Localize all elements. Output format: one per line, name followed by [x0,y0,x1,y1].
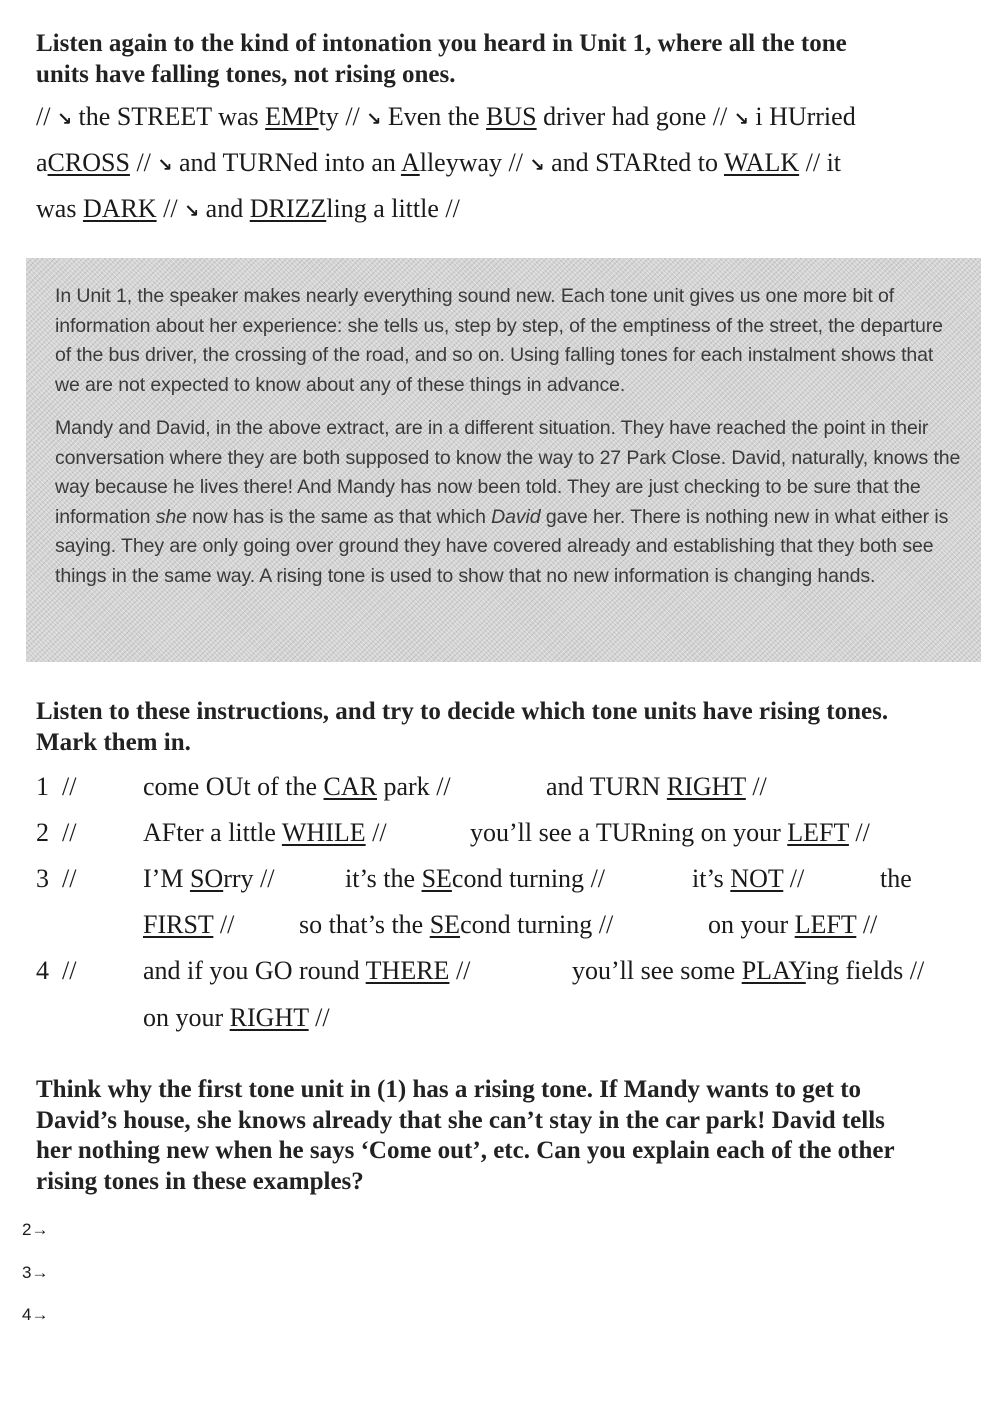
tone-unit: you’ll see a TURning on your LEFT // [470,818,870,847]
tone-unit: and TURN RIGHT // [546,772,767,801]
tone-unit: AFter a little WHILE // [143,818,387,847]
tone-unit: the [880,864,912,893]
tone-unit: FIRST // [143,910,235,939]
stressed-syllable: EMP [265,102,319,131]
question-line-3: her nothing new when he says ‘Come out’, etc. Can you explain each of the other [36,1137,895,1164]
transcript-line-1: // ↘ the STREET was EMPty // ↘ Even the BUS driver had gone // ↘ i HUrried [36,102,856,131]
tone-unit: it’s the SEcond turning // [345,864,606,893]
explanation-paragraph-2: Mandy and David, in the above extract, are in a different situation. They have reached the point in their conversation where they are both supposed to know the way to 27 Park Close. David, naturally, knows the way because he lives there! And Mandy has now been told. They are just checking to be sure that the information she now has is the same as that which David gave her. There is nothing new in what either is saying. They are only going over ground they have covered already and establishing that they both see things in the same way. A rising tone is used to show that no new information is changing hands. [55,417,961,587]
stressed-syllable: DRIZZ [249,194,327,223]
question-line-2: David’s house, she knows already that she can’t stay in the car park! David tells [36,1106,885,1134]
stressed-syllable: CROSS [47,148,130,177]
instruction-line-2: Mark them in. [36,729,191,756]
tone-unit: so that’s the SEcond turning // [299,910,614,939]
stressed-syllable: DARK [82,194,157,223]
falling-tone-arrow-icon: ↘ [529,155,545,176]
transcript-line-2: aCROSS // ↘ and TURNed into an Alleyway // ↘ and STARted to WALK // it [36,148,842,177]
tone-unit: I’M SOrry // [143,864,275,893]
falling-tone-arrow-icon: ↘ [184,201,200,222]
tone-unit: and if you GO round THERE // [143,956,471,985]
tone-unit: it’s NOT // [692,864,805,893]
tone-unit: come OUt of the CAR park // [143,772,451,801]
tone-unit: you’ll see some PLAYing fields // [572,956,925,985]
stressed-syllable: WALK [724,148,800,177]
answer-line-3[interactable]: 3→ [22,1263,49,1282]
falling-tone-arrow-icon: ↘ [366,109,382,130]
intro-line-1: Listen again to the kind of intonation you heard in Unit 1, where all the tone [36,30,847,57]
explanation-paragraph-1: In Unit 1, the speaker makes nearly everything sound new. Each tone unit gives us one more bit of information about her experience: she tells us, step by step, of the emptiness of the street, the departure of the bus driver, the crossing of the road, and so on. Using falling tones for each instalment shows that we are not expected to know about any of these things in advance. [55,285,943,396]
stressed-syllable: BUS [486,102,537,131]
stressed-syllable: A [400,148,420,177]
falling-tone-arrow-icon: ↘ [157,155,173,176]
falling-tone-arrow-icon: ↘ [733,109,749,130]
question-line-4: rising tones in these examples? [36,1167,364,1195]
tone-unit: on your LEFT // [708,910,878,939]
example-number: 1 // [36,772,77,801]
question-text [36,1075,966,1197]
tone-unit: on your RIGHT // [143,1003,330,1032]
instruction-line-1: Listen to these instructions, and try to decide which tone units have rising tones. [36,698,889,725]
question-line-1: Think why the first tone unit in (1) has a rising tone. If Mandy wants to get to [36,1076,862,1103]
answer-line-2[interactable]: 2→ [22,1220,49,1239]
example-number: 3 // [36,864,77,893]
exercise-instruction [36,696,966,758]
intro-line-2: units have falling tones, not rising ones. [36,61,456,88]
example-number: 4 // [36,956,77,985]
intro-instruction [36,28,966,90]
answer-line-4[interactable]: 4→ [22,1305,49,1324]
transcript-line-3: was DARK // ↘ and DRIZZling a little // [36,194,460,223]
explanation-box [26,258,981,662]
falling-tone-arrow-icon: ↘ [56,109,73,130]
example-number: 2 // [36,818,77,847]
